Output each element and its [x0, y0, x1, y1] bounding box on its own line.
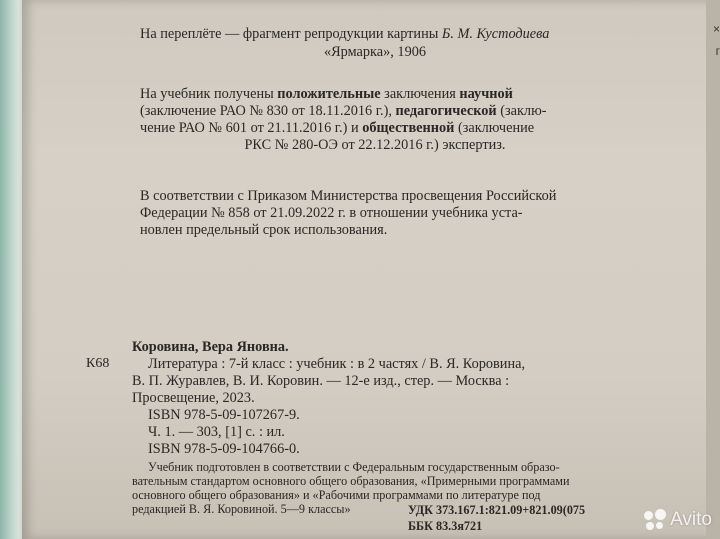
biblio-part: Ч. 1. — 303, [1] с. : ил. — [148, 424, 285, 440]
right-edge-mark-2: г — [715, 44, 720, 58]
biblio-line2: В. П. Журавлев, В. И. Коровин. — 12-е изд., стер. — Москва : — [132, 373, 510, 389]
book-page — [22, 0, 712, 539]
cover-note-line2: «Ярмарка», 1906 — [323, 44, 427, 60]
order-line3: новлен предельный срок использования. — [140, 222, 388, 238]
annotation-line3: основного общего образования» и «Рабочими программами по литературе под — [132, 488, 541, 502]
biblio-line3: Просвещение, 2023. — [132, 390, 255, 406]
cover-note-line1: На переплёте — фрагмент репродукции картины Б. М. Кустодиева — [140, 26, 550, 42]
annotation-line2: вательным стандартом основного общего образования, «Примерными программами — [132, 474, 570, 488]
bbk-code: ББК 83.3я721 — [408, 519, 483, 533]
avito-watermark — [644, 509, 712, 531]
biblio-isbn1: ISBN 978-5-09-107267-9. — [148, 407, 300, 423]
right-page-edge — [706, 0, 720, 539]
biblio-line1: Литература : 7-й класс : учебник : в 2 частях / В. Я. Коровина, — [148, 356, 526, 372]
udk-code: УДК 373.167.1:821.09+821.09(075 — [408, 503, 586, 517]
order-line1: В соответствии с Приказом Министерства просвещения Российской — [140, 188, 557, 204]
order-line2: Федерации № 858 от 21.09.2022 г. в отношении учебника уста- — [140, 205, 523, 221]
expertise-line3: чение РАО № 601 от 21.11.2016 г.) и общественной (заключение — [140, 120, 535, 136]
expertise-line4: РКС № 280-ОЭ от 22.12.2016 г.) экспертиз. — [244, 137, 506, 153]
avito-watermark-text: Avito — [670, 509, 712, 530]
expertise-line2: (заключение РАО № 830 от 18.11.2016 г.), педагогической (заклю- — [140, 103, 547, 119]
expertise-line1: На учебник получены положительные заключения научной — [140, 86, 513, 102]
annotation-line4: редакцией В. Я. Коровиной. 5—9 классы» — [132, 502, 351, 516]
right-edge-mark-1: × — [712, 22, 720, 36]
annotation-line1: Учебник подготовлен в соответствии с Федеральным государственным образо- — [148, 460, 560, 474]
biblio-isbn2: ISBN 978-5-09-104766-0. — [148, 441, 300, 457]
biblio-code: К68 — [86, 356, 110, 371]
avito-logo-icon — [644, 509, 666, 531]
biblio-author: Коровина, Вера Яновна. — [132, 339, 289, 355]
